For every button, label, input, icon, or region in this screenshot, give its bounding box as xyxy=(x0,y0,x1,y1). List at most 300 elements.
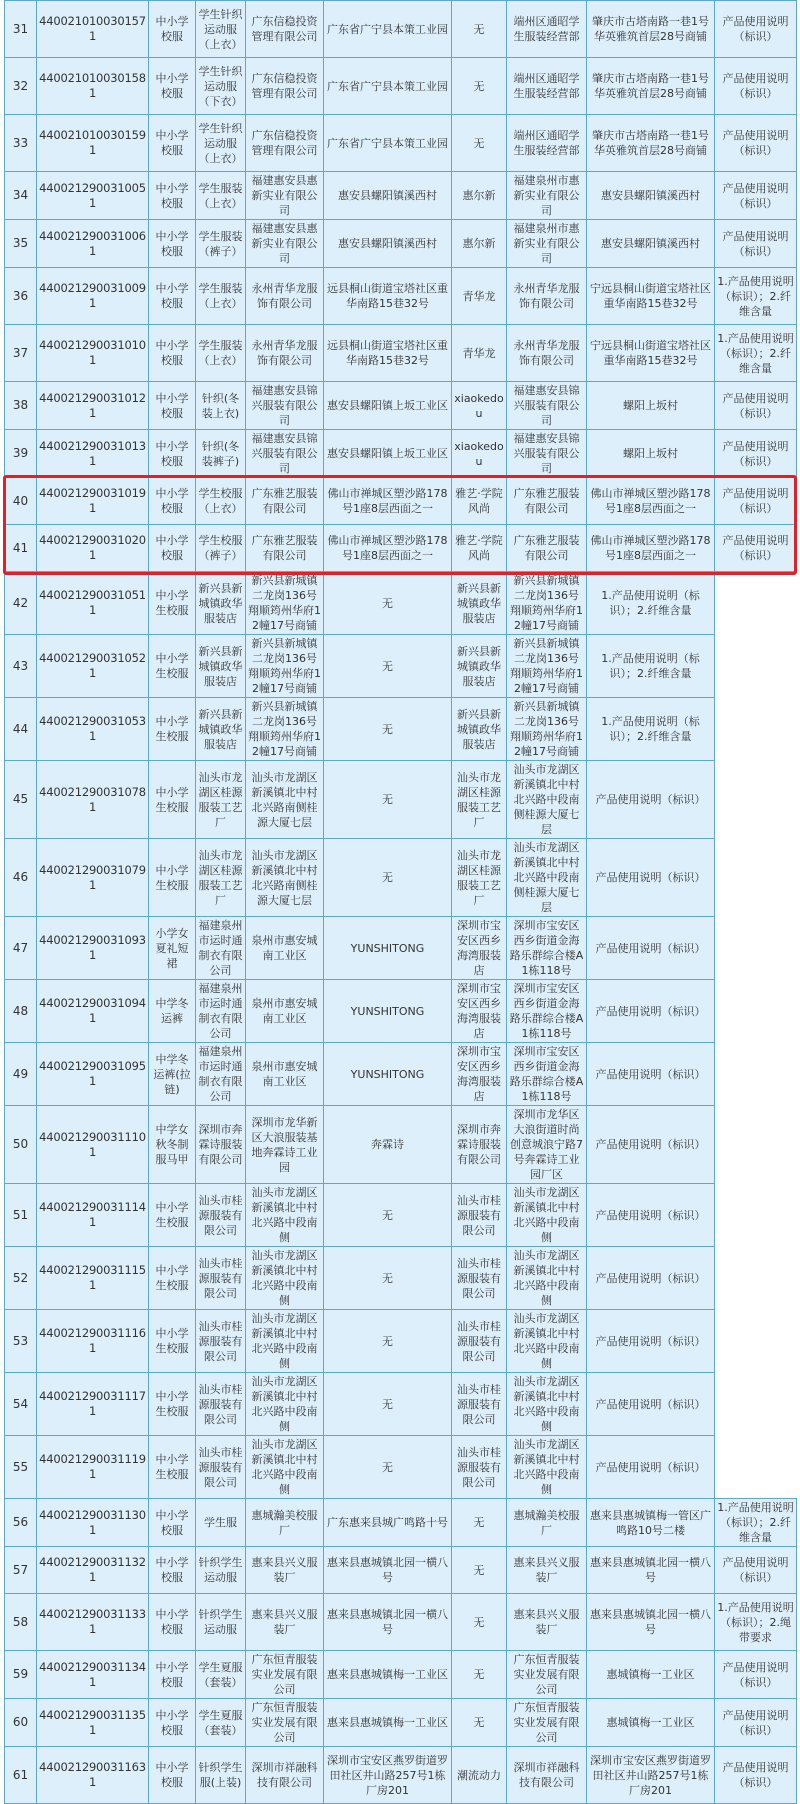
manufacturer-address-cell: YUNSHITONG xyxy=(324,917,452,980)
seller-address-cell: 产品使用说明（标识） xyxy=(587,1106,715,1184)
category-cell: 小学女夏礼短裙 xyxy=(149,917,196,980)
brand-cell: 惠尔新 xyxy=(452,220,507,268)
seller-address-cell: 惠来县惠城镇梅一管区广鸣路10号二楼 xyxy=(587,1499,715,1547)
nonconforming-item-cell: 1.产品使用说明（标识）；2.纤维含量 xyxy=(715,268,797,325)
seller-cell: 深圳市龙华区大浪街道时尚创意城浪宁路7号奔霖诗工业园厂区 xyxy=(507,1106,587,1184)
seller-cell: 汕头市龙湖区新溪镇北中村北兴路中段南侧 xyxy=(507,1436,587,1499)
manufacturer-address-cell: 惠安县螺阳镇溪西村 xyxy=(324,172,452,220)
manufacturer-cell: 新兴县新城镇二龙岗136号翔顺筠州华府12幢17号商铺 xyxy=(246,635,324,698)
brand-cell: 无 xyxy=(452,1594,507,1651)
product-code-cell: 4400212900310121 xyxy=(37,382,149,430)
product-name-cell: 学生针织运动服（下衣） xyxy=(196,58,246,115)
seq-no-cell: 56 xyxy=(5,1499,37,1547)
seller-address-cell: 产品使用说明（标识） xyxy=(587,1310,715,1373)
brand-cell: 无 xyxy=(452,1547,507,1594)
seller-address-cell: 产品使用说明（标识） xyxy=(587,917,715,980)
seller-cell: 福建惠安县锦兴服装有限公司 xyxy=(507,382,587,430)
seller-cell: 永州青华龙服饰有限公司 xyxy=(507,325,587,382)
category-cell: 中小学生校服 xyxy=(149,1436,196,1499)
category-cell: 中小学校服 xyxy=(149,268,196,325)
brand-cell: 雅艺·学院风尚 xyxy=(452,478,507,525)
seller-address-cell: 产品使用说明（标识） xyxy=(587,839,715,917)
table-row xyxy=(5,268,797,325)
seller-cell: 深圳市祥融科技有限公司 xyxy=(507,1747,587,1804)
nonconforming-item-cell: 产品使用说明（标识） xyxy=(715,115,797,172)
seller-cell: 汕头市龙湖区新溪镇北中村北兴路中段南侧 xyxy=(507,1373,587,1436)
product-name-cell: 汕头市桂源服装有限公司 xyxy=(196,1184,246,1247)
category-cell: 中小学生校服 xyxy=(149,1310,196,1373)
seq-no-cell: 58 xyxy=(5,1594,37,1651)
product-code-cell: 4400212900311161 xyxy=(37,1310,149,1373)
seller-cell: 惠来县兴义服装厂 xyxy=(507,1594,587,1651)
seq-no-cell: 48 xyxy=(5,980,37,1043)
seller-address-cell: 深圳市宝安区燕罗街道罗田社区井山路257号1栋厂房201 xyxy=(587,1747,715,1804)
category-cell: 中小学生校服 xyxy=(149,698,196,761)
table-row xyxy=(5,525,797,572)
seq-no-cell: 44 xyxy=(5,698,37,761)
product-code-cell: 4400212900310511 xyxy=(37,572,149,635)
seq-no-cell: 60 xyxy=(5,1699,37,1747)
nonconforming-item-cell: 产品使用说明（标识） xyxy=(715,525,797,572)
seller-address-cell: 惠城镇梅一工业区 xyxy=(587,1651,715,1699)
manufacturer-address-cell: 广东省广宁县本策工业园 xyxy=(324,58,452,115)
seller-address-cell: 宁远县桐山街道宝塔社区重华南路15巷32号 xyxy=(587,268,715,325)
brand-cell: 无 xyxy=(452,1651,507,1699)
brand-cell: 深圳市宝安区西乡海湾服装店 xyxy=(452,1043,507,1106)
seller-address-cell: 1.产品使用说明（标识）；2.纤维含量 xyxy=(587,698,715,761)
product-name-cell: 学生校服（上衣） xyxy=(196,478,246,525)
seller-cell: 惠城瀚美校服厂 xyxy=(507,1499,587,1547)
seq-no-cell: 45 xyxy=(5,761,37,839)
seq-no-cell: 35 xyxy=(5,220,37,268)
product-code-cell: 4400212900310201 xyxy=(37,525,149,572)
manufacturer-cell: 深圳市龙华新区大浪服装基地奔霖诗工业园 xyxy=(246,1106,324,1184)
product-code-cell: 4400212900310781 xyxy=(37,761,149,839)
product-name-cell: 汕头市桂源服装有限公司 xyxy=(196,1310,246,1373)
category-cell: 中小学生校服 xyxy=(149,1184,196,1247)
brand-cell: 深圳市宝安区西乡海湾服装店 xyxy=(452,917,507,980)
product-name-cell: 汕头市龙湖区桂源服装工艺厂 xyxy=(196,761,246,839)
product-code-cell: 4400212900310941 xyxy=(37,980,149,1043)
manufacturer-address-cell: 深圳市宝安区燕罗街道罗田社区井山路257号1栋厂房201 xyxy=(324,1747,452,1804)
category-cell: 中小学校服 xyxy=(149,1547,196,1594)
seq-no-cell: 55 xyxy=(5,1436,37,1499)
seller-address-cell: 佛山市禅城区塑沙路178号1座8层西面之一 xyxy=(587,478,715,525)
brand-cell: 无 xyxy=(452,1499,507,1547)
product-name-cell: 新兴县新城镇政华服装店 xyxy=(196,635,246,698)
product-name-cell: 学生针织运动服（上衣） xyxy=(196,1,246,58)
category-cell: 中小学校服 xyxy=(149,172,196,220)
manufacturer-cell: 广东雅艺服装有限公司 xyxy=(246,525,324,572)
category-cell: 中小学校服 xyxy=(149,58,196,115)
product-name-cell: 针织(冬装上衣) xyxy=(196,382,246,430)
brand-cell: xiaokedou xyxy=(452,382,507,430)
product-name-cell: 汕头市桂源服装有限公司 xyxy=(196,1247,246,1310)
seq-no-cell: 42 xyxy=(5,572,37,635)
seller-cell: 端州区通昭学生服装经营部 xyxy=(507,1,587,58)
table-row xyxy=(5,220,797,268)
seller-cell: 惠来县兴义服装厂 xyxy=(507,1547,587,1594)
seq-no-cell: 34 xyxy=(5,172,37,220)
seq-no-cell: 37 xyxy=(5,325,37,382)
manufacturer-cell: 广东雅艺服装有限公司 xyxy=(246,478,324,525)
table-body xyxy=(5,1,797,1804)
product-name-cell: 新兴县新城镇政华服装店 xyxy=(196,698,246,761)
category-cell: 中小学生校服 xyxy=(149,572,196,635)
brand-cell: 雅艺·学院风尚 xyxy=(452,525,507,572)
seller-cell: 广东恒青服装实业发展有限公司 xyxy=(507,1699,587,1747)
product-code-cell: 4400212900311171 xyxy=(37,1373,149,1436)
table-row xyxy=(5,115,797,172)
seq-no-cell: 54 xyxy=(5,1373,37,1436)
nonconforming-item-cell: 1.产品使用说明（标识）；2.纤维含量 xyxy=(715,325,797,382)
manufacturer-address-cell: 惠安县螺阳镇溪西村 xyxy=(324,220,452,268)
manufacturer-cell: 新兴县新城镇二龙岗136号翔顺筠州华府12幢17号商铺 xyxy=(246,572,324,635)
nonconforming-item-cell: 产品使用说明（标识） xyxy=(715,478,797,525)
product-code-cell: 4400212900311341 xyxy=(37,1651,149,1699)
seller-address-cell: 惠安县螺阳镇溪西村 xyxy=(587,172,715,220)
seq-no-cell: 41 xyxy=(5,525,37,572)
manufacturer-address-cell: 远县桐山街道宝塔社区重华南路15巷32号 xyxy=(324,325,452,382)
manufacturer-address-cell: 惠来县惠城镇梅一工业区 xyxy=(324,1699,452,1747)
category-cell: 中小学校服 xyxy=(149,1,196,58)
product-name-cell: 学生夏服（套装） xyxy=(196,1651,246,1699)
seller-address-cell: 惠来县惠城镇北园一横八号 xyxy=(587,1594,715,1651)
table-row xyxy=(5,1184,797,1247)
product-name-cell: 学生服装（裤子） xyxy=(196,220,246,268)
seller-address-cell: 佛山市禅城区塑沙路178号1座8层西面之一 xyxy=(587,525,715,572)
manufacturer-address-cell: 无 xyxy=(324,1436,452,1499)
manufacturer-cell: 汕头市龙湖区新溪镇北中村北兴路中段南侧 xyxy=(246,1310,324,1373)
seq-no-cell: 51 xyxy=(5,1184,37,1247)
nonconforming-item-cell: 1.产品使用说明（标识）；2.纤维含量 xyxy=(715,1499,797,1547)
table-row xyxy=(5,1547,797,1594)
category-cell: 中学冬运裤 xyxy=(149,980,196,1043)
table-row xyxy=(5,698,797,761)
product-code-cell: 4400212900310531 xyxy=(37,698,149,761)
manufacturer-cell: 惠来县兴义服装厂 xyxy=(246,1594,324,1651)
manufacturer-cell: 广东信稳投资管理有限公司 xyxy=(246,58,324,115)
manufacturer-address-cell: 无 xyxy=(324,1310,452,1373)
product-code-cell: 4400212900310131 xyxy=(37,430,149,478)
seller-address-cell: 产品使用说明（标识） xyxy=(587,761,715,839)
seller-cell: 广东雅艺服装有限公司 xyxy=(507,525,587,572)
category-cell: 中小学校服 xyxy=(149,1747,196,1804)
table-row xyxy=(5,572,797,635)
manufacturer-address-cell: 无 xyxy=(324,1247,452,1310)
seq-no-cell: 46 xyxy=(5,839,37,917)
product-name-cell: 福建泉州市运时通制衣有限公司 xyxy=(196,917,246,980)
manufacturer-cell: 汕头市龙湖区新溪镇北中村北兴路南侧桂源大厦七层 xyxy=(246,761,324,839)
seq-no-cell: 49 xyxy=(5,1043,37,1106)
category-cell: 中小学校服 xyxy=(149,478,196,525)
manufacturer-address-cell: 无 xyxy=(324,635,452,698)
seller-cell: 深圳市宝安区西乡街道金海路乐群综合楼A1栋118号 xyxy=(507,1043,587,1106)
manufacturer-address-cell: 广东省广宁县本策工业园 xyxy=(324,1,452,58)
seller-cell: 广东雅艺服装有限公司 xyxy=(507,478,587,525)
brand-cell: 无 xyxy=(452,1,507,58)
product-name-cell: 深圳市奔霖诗服装有限公司 xyxy=(196,1106,246,1184)
seller-cell: 端州区通昭学生服装经营部 xyxy=(507,115,587,172)
nonconforming-item-cell: 1.产品使用说明（标识）；2.绳带要求 xyxy=(715,1594,797,1651)
brand-cell: 无 xyxy=(452,115,507,172)
table-row xyxy=(5,1699,797,1747)
table-row xyxy=(5,478,797,525)
product-code-cell: 4400212900310951 xyxy=(37,1043,149,1106)
seller-cell: 端州区通昭学生服装经营部 xyxy=(507,58,587,115)
product-name-cell: 学生服装（上衣） xyxy=(196,172,246,220)
product-name-cell: 学生夏服（套装） xyxy=(196,1699,246,1747)
seller-cell: 新兴县新城镇二龙岗136号翔顺筠州华府12幢17号商铺 xyxy=(507,635,587,698)
product-code-cell: 4400212900310061 xyxy=(37,220,149,268)
manufacturer-address-cell: 佛山市禅城区塑沙路178号1座8层西面之一 xyxy=(324,525,452,572)
seq-no-cell: 53 xyxy=(5,1310,37,1373)
manufacturer-address-cell: 佛山市禅城区塑沙路178号1座8层西面之一 xyxy=(324,478,452,525)
seller-address-cell: 肇庆市古塔南路一巷1号华英雅筑首层28号商铺 xyxy=(587,115,715,172)
seller-address-cell: 产品使用说明（标识） xyxy=(587,1184,715,1247)
manufacturer-cell: 泉州市惠安城南工业区 xyxy=(246,980,324,1043)
nonconforming-item-cell: 产品使用说明（标识） xyxy=(715,1651,797,1699)
seller-cell: 深圳市宝安区西乡街道金海路乐群综合楼A1栋118号 xyxy=(507,980,587,1043)
category-cell: 中小学生校服 xyxy=(149,1247,196,1310)
brand-cell: 汕头市龙湖区桂源服装工艺厂 xyxy=(452,839,507,917)
category-cell: 中小学生校服 xyxy=(149,1373,196,1436)
manufacturer-cell: 泉州市惠安城南工业区 xyxy=(246,1043,324,1106)
category-cell: 中小学校服 xyxy=(149,1651,196,1699)
manufacturer-cell: 惠城瀚美校服厂 xyxy=(246,1499,324,1547)
product-code-cell: 4400210100301591 xyxy=(37,115,149,172)
manufacturer-cell: 汕头市龙湖区新溪镇北中村北兴路南侧桂源大厦七层 xyxy=(246,839,324,917)
brand-cell: 惠尔新 xyxy=(452,172,507,220)
seller-address-cell: 1.产品使用说明（标识）；2.纤维含量 xyxy=(587,635,715,698)
product-code-cell: 4400212900311321 xyxy=(37,1547,149,1594)
manufacturer-cell: 汕头市龙湖区新溪镇北中村北兴路中段南侧 xyxy=(246,1247,324,1310)
manufacturer-cell: 广东恒青服装实业发展有限公司 xyxy=(246,1699,324,1747)
seller-address-cell: 惠来县惠城镇北园一横八号 xyxy=(587,1547,715,1594)
brand-cell: 汕头市桂源服装有限公司 xyxy=(452,1373,507,1436)
seller-address-cell: 产品使用说明（标识） xyxy=(587,1043,715,1106)
table-row xyxy=(5,1436,797,1499)
seller-cell: 汕头市龙湖区新溪镇北中村北兴路中段南侧 xyxy=(507,1247,587,1310)
brand-cell: 深圳市奔霖诗服装有限公司 xyxy=(452,1106,507,1184)
seller-cell: 深圳市宝安区西乡街道金海路乐群综合楼A1栋118号 xyxy=(507,917,587,980)
nonconforming-item-cell: 产品使用说明（标识） xyxy=(715,1747,797,1804)
seller-address-cell: 产品使用说明（标识） xyxy=(587,1436,715,1499)
seller-address-cell: 惠安县螺阳镇溪西村 xyxy=(587,220,715,268)
table-row xyxy=(5,1,797,58)
nonconforming-item-cell: 产品使用说明（标识） xyxy=(715,430,797,478)
product-code-cell: 4400212900311191 xyxy=(37,1436,149,1499)
category-cell: 中小学校服 xyxy=(149,430,196,478)
brand-cell: 新兴县新城镇政华服装店 xyxy=(452,698,507,761)
product-code-cell: 4400212900310091 xyxy=(37,268,149,325)
category-cell: 中小学校服 xyxy=(149,220,196,268)
manufacturer-cell: 汕头市龙湖区新溪镇北中村北兴路中段南侧 xyxy=(246,1184,324,1247)
product-code-cell: 4400212900311151 xyxy=(37,1247,149,1310)
seller-cell: 汕头市龙湖区新溪镇北中村北兴路中段南侧桂源大厦七层 xyxy=(507,839,587,917)
table-row xyxy=(5,635,797,698)
table-row xyxy=(5,917,797,980)
product-code-cell: 4400210100301571 xyxy=(37,1,149,58)
brand-cell: 汕头市桂源服装有限公司 xyxy=(452,1184,507,1247)
manufacturer-address-cell: 远县桐山街道宝塔社区重华南路15巷32号 xyxy=(324,268,452,325)
category-cell: 中小学校服 xyxy=(149,1499,196,1547)
brand-cell: 青华龙 xyxy=(452,325,507,382)
product-code-cell: 4400212900311631 xyxy=(37,1747,149,1804)
table-row xyxy=(5,58,797,115)
product-name-cell: 学生服 xyxy=(196,1499,246,1547)
nonconforming-item-cell: 产品使用说明（标识） xyxy=(715,58,797,115)
seller-cell: 新兴县新城镇二龙岗136号翔顺筠州华府12幢17号商铺 xyxy=(507,572,587,635)
brand-cell: 汕头市桂源服装有限公司 xyxy=(452,1310,507,1373)
table-row xyxy=(5,325,797,382)
nonconforming-item-cell: 产品使用说明（标识） xyxy=(715,1,797,58)
product-name-cell: 针织学生运动服 xyxy=(196,1594,246,1651)
seller-cell: 福建惠安县锦兴服装有限公司 xyxy=(507,430,587,478)
category-cell: 中小学校服 xyxy=(149,1594,196,1651)
manufacturer-address-cell: 广东省广宁县本策工业园 xyxy=(324,115,452,172)
table-row xyxy=(5,1247,797,1310)
manufacturer-cell: 永州青华龙服饰有限公司 xyxy=(246,268,324,325)
seq-no-cell: 38 xyxy=(5,382,37,430)
brand-cell: 新兴县新城镇政华服装店 xyxy=(452,572,507,635)
manufacturer-address-cell: 无 xyxy=(324,698,452,761)
product-code-cell: 4400212900311351 xyxy=(37,1699,149,1747)
seller-cell: 福建泉州市惠新实业有限公司 xyxy=(507,220,587,268)
product-name-cell: 福建泉州市运时通制衣有限公司 xyxy=(196,980,246,1043)
product-name-cell: 新兴县新城镇政华服装店 xyxy=(196,572,246,635)
product-code-cell: 4400212900310521 xyxy=(37,635,149,698)
manufacturer-address-cell: 无 xyxy=(324,761,452,839)
seller-address-cell: 1.产品使用说明（标识）；2.纤维含量 xyxy=(587,572,715,635)
table-row xyxy=(5,1043,797,1106)
product-name-cell: 学生校服（裤子） xyxy=(196,525,246,572)
seq-no-cell: 31 xyxy=(5,1,37,58)
manufacturer-cell: 广东恒青服装实业发展有限公司 xyxy=(246,1651,324,1699)
product-name-cell: 汕头市桂源服装有限公司 xyxy=(196,1436,246,1499)
seq-no-cell: 52 xyxy=(5,1247,37,1310)
category-cell: 中小学生校服 xyxy=(149,761,196,839)
seller-address-cell: 肇庆市古塔南路一巷1号华英雅筑首层28号商铺 xyxy=(587,58,715,115)
seller-cell: 汕头市龙湖区新溪镇北中村北兴路中段南侧 xyxy=(507,1310,587,1373)
seq-no-cell: 36 xyxy=(5,268,37,325)
category-cell: 中学冬运裤(拉链) xyxy=(149,1043,196,1106)
brand-cell: 汕头市桂源服装有限公司 xyxy=(452,1247,507,1310)
seller-cell: 永州青华龙服饰有限公司 xyxy=(507,268,587,325)
table-row xyxy=(5,1594,797,1651)
manufacturer-address-cell: 无 xyxy=(324,839,452,917)
seller-address-cell: 惠城镇梅一工业区 xyxy=(587,1699,715,1747)
seller-cell: 汕头市龙湖区新溪镇北中村北兴路中段南侧桂源大厦七层 xyxy=(507,761,587,839)
product-code-cell: 4400212900310791 xyxy=(37,839,149,917)
manufacturer-address-cell: 惠来县惠城镇北园一横八号 xyxy=(324,1594,452,1651)
category-cell: 中小学校服 xyxy=(149,1699,196,1747)
product-name-cell: 针织(冬装裤子) xyxy=(196,430,246,478)
brand-cell: 深圳市宝安区西乡海湾服装店 xyxy=(452,980,507,1043)
manufacturer-address-cell: 惠来县惠城镇梅一工业区 xyxy=(324,1651,452,1699)
table-row xyxy=(5,980,797,1043)
table-row xyxy=(5,1310,797,1373)
product-code-cell: 4400210100301581 xyxy=(37,58,149,115)
manufacturer-cell: 福建惠安县惠新实业有限公司 xyxy=(246,220,324,268)
category-cell: 中小学生校服 xyxy=(149,635,196,698)
seller-address-cell: 产品使用说明（标识） xyxy=(587,980,715,1043)
brand-cell: 无 xyxy=(452,1699,507,1747)
manufacturer-address-cell: YUNSHITONG xyxy=(324,1043,452,1106)
brand-cell: 青华龙 xyxy=(452,268,507,325)
table-row xyxy=(5,172,797,220)
manufacturer-cell: 广东信稳投资管理有限公司 xyxy=(246,115,324,172)
manufacturer-address-cell: 惠来县惠城镇北园一横八号 xyxy=(324,1547,452,1594)
product-name-cell: 福建泉州市运时通制衣有限公司 xyxy=(196,1043,246,1106)
product-name-cell: 针织学生服(上装) xyxy=(196,1747,246,1804)
category-cell: 中小学生校服 xyxy=(149,839,196,917)
manufacturer-address-cell: 无 xyxy=(324,1184,452,1247)
nonconforming-item-cell: 产品使用说明（标识） xyxy=(715,172,797,220)
seq-no-cell: 47 xyxy=(5,917,37,980)
product-name-cell: 学生针织运动服（上衣） xyxy=(196,115,246,172)
table-row xyxy=(5,761,797,839)
manufacturer-cell: 福建惠安县锦兴服装有限公司 xyxy=(246,382,324,430)
table-row xyxy=(5,430,797,478)
product-name-cell: 汕头市龙湖区桂源服装工艺厂 xyxy=(196,839,246,917)
manufacturer-address-cell: 惠安县螺阳镇上坂工业区 xyxy=(324,382,452,430)
seq-no-cell: 43 xyxy=(5,635,37,698)
seq-no-cell: 61 xyxy=(5,1747,37,1804)
table-row xyxy=(5,1373,797,1436)
product-name-cell: 汕头市桂源服装有限公司 xyxy=(196,1373,246,1436)
product-code-cell: 4400212900310051 xyxy=(37,172,149,220)
manufacturer-cell: 广东信稳投资管理有限公司 xyxy=(246,1,324,58)
seq-no-cell: 57 xyxy=(5,1547,37,1594)
product-code-cell: 4400212900311301 xyxy=(37,1499,149,1547)
manufacturer-address-cell: 奔霖诗 xyxy=(324,1106,452,1184)
product-code-cell: 4400212900311141 xyxy=(37,1184,149,1247)
manufacturer-address-cell: 惠安县螺阳镇上坂工业区 xyxy=(324,430,452,478)
product-code-cell: 4400212900310931 xyxy=(37,917,149,980)
nonconforming-item-cell: 产品使用说明（标识） xyxy=(715,382,797,430)
manufacturer-address-cell: 无 xyxy=(324,572,452,635)
category-cell: 中小学校服 xyxy=(149,115,196,172)
inspection-results-table xyxy=(4,0,797,1804)
manufacturer-address-cell: 无 xyxy=(324,1373,452,1436)
seller-address-cell: 螺阳上坂村 xyxy=(587,430,715,478)
nonconforming-item-cell: 产品使用说明（标识） xyxy=(715,1699,797,1747)
brand-cell: 无 xyxy=(452,58,507,115)
table-row xyxy=(5,1747,797,1804)
nonconforming-item-cell: 产品使用说明（标识） xyxy=(715,220,797,268)
nonconforming-item-cell: 产品使用说明（标识） xyxy=(715,1547,797,1594)
seller-cell: 福建泉州市惠新实业有限公司 xyxy=(507,172,587,220)
seller-address-cell: 产品使用说明（标识） xyxy=(587,1373,715,1436)
category-cell: 中小学校服 xyxy=(149,382,196,430)
category-cell: 中学女秋冬制服马甲 xyxy=(149,1106,196,1184)
brand-cell: 潮流动力 xyxy=(452,1747,507,1804)
seller-address-cell: 肇庆市古塔南路一巷1号华英雅筑首层28号商铺 xyxy=(587,1,715,58)
manufacturer-cell: 新兴县新城镇二龙岗136号翔顺筠州华府12幢17号商铺 xyxy=(246,698,324,761)
product-code-cell: 4400212900310101 xyxy=(37,325,149,382)
manufacturer-cell: 福建惠安县锦兴服装有限公司 xyxy=(246,430,324,478)
seller-address-cell: 产品使用说明（标识） xyxy=(587,1247,715,1310)
brand-cell: 汕头市龙湖区桂源服装工艺厂 xyxy=(452,761,507,839)
manufacturer-address-cell: YUNSHITONG xyxy=(324,980,452,1043)
product-code-cell: 4400212900311331 xyxy=(37,1594,149,1651)
product-code-cell: 4400212900310191 xyxy=(37,478,149,525)
seq-no-cell: 59 xyxy=(5,1651,37,1699)
seq-no-cell: 32 xyxy=(5,58,37,115)
manufacturer-cell: 福建惠安县惠新实业有限公司 xyxy=(246,172,324,220)
brand-cell: 新兴县新城镇政华服装店 xyxy=(452,635,507,698)
